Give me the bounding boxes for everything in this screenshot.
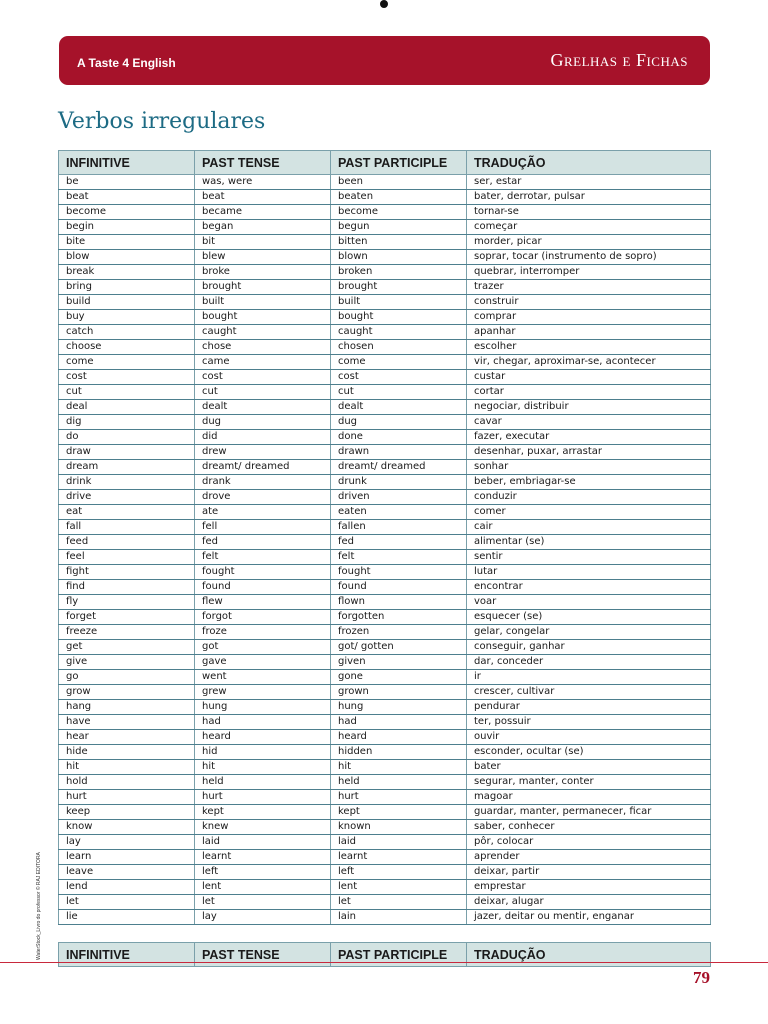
cell-traducao: pôr, colocar — [467, 835, 711, 850]
cell-past-tense: forgot — [195, 610, 331, 625]
cell-traducao: deixar, alugar — [467, 895, 711, 910]
cell-traducao: construir — [467, 295, 711, 310]
cell-past-participle: cut — [331, 385, 467, 400]
cell-past-participle: kept — [331, 805, 467, 820]
cell-past-participle: become — [331, 205, 467, 220]
cell-past-participle: lain — [331, 910, 467, 925]
cell-traducao: começar — [467, 220, 711, 235]
cell-traducao: conduzir — [467, 490, 711, 505]
cell-infinitive: break — [59, 265, 195, 280]
cell-traducao: dar, conceder — [467, 655, 711, 670]
cell-past-participle: grown — [331, 685, 467, 700]
cell-traducao: esconder, ocultar (se) — [467, 745, 711, 760]
cell-past-tense: beat — [195, 190, 331, 205]
table-header-row — [59, 151, 711, 175]
cell-past-tense: did — [195, 430, 331, 445]
cell-infinitive: fight — [59, 565, 195, 580]
cell-past-tense: hit — [195, 760, 331, 775]
binder-hole-dot — [380, 0, 388, 8]
cell-past-tense: flew — [195, 595, 331, 610]
cell-traducao: sonhar — [467, 460, 711, 475]
cell-traducao: beber, embriagar-se — [467, 475, 711, 490]
cell-traducao: desenhar, puxar, arrastar — [467, 445, 711, 460]
cell-past-tense: dreamt/ dreamed — [195, 460, 331, 475]
cell-past-participle: blown — [331, 250, 467, 265]
cell-infinitive: feed — [59, 535, 195, 550]
cell-traducao: gelar, congelar — [467, 625, 711, 640]
page-title: Verbos irregulares — [58, 109, 266, 134]
cell-past-tense: began — [195, 220, 331, 235]
table-row — [59, 220, 711, 235]
cell-past-tense: fed — [195, 535, 331, 550]
cell-past-participle: caught — [331, 325, 467, 340]
cell-infinitive: be — [59, 175, 195, 190]
cell-past-tense: grew — [195, 685, 331, 700]
cell-past-participle: forgotten — [331, 610, 467, 625]
table-row — [59, 790, 711, 805]
table-row — [59, 910, 711, 925]
table-row — [59, 415, 711, 430]
cell-infinitive: hit — [59, 760, 195, 775]
cell-past-participle: been — [331, 175, 467, 190]
cell-past-tense: hung — [195, 700, 331, 715]
cell-traducao: comer — [467, 505, 711, 520]
cell-traducao: crescer, cultivar — [467, 685, 711, 700]
column-header-past-tense: PAST TENSE — [195, 151, 331, 175]
cell-past-tense: hid — [195, 745, 331, 760]
column-header-infinitive: INFINITIVE — [59, 151, 195, 175]
cell-infinitive: grow — [59, 685, 195, 700]
cell-infinitive: lie — [59, 910, 195, 925]
book-title: A Taste 4 English — [77, 56, 176, 70]
cell-infinitive: lay — [59, 835, 195, 850]
cell-past-participle: hit — [331, 760, 467, 775]
cell-past-tense: blew — [195, 250, 331, 265]
cell-traducao: saber, conhecer — [467, 820, 711, 835]
table-row — [59, 760, 711, 775]
table-row — [59, 535, 711, 550]
cell-traducao: trazer — [467, 280, 711, 295]
cell-past-participle: cost — [331, 370, 467, 385]
cell-past-tense: drank — [195, 475, 331, 490]
column-header-past-participle: PAST PARTICIPLE — [331, 151, 467, 175]
cell-past-tense: built — [195, 295, 331, 310]
cell-past-participle: drunk — [331, 475, 467, 490]
cell-past-tense: felt — [195, 550, 331, 565]
table-row — [59, 865, 711, 880]
cell-infinitive: get — [59, 640, 195, 655]
table-row — [59, 595, 711, 610]
table-row — [59, 475, 711, 490]
cell-past-participle: eaten — [331, 505, 467, 520]
table-row — [59, 625, 711, 640]
table-row — [59, 325, 711, 340]
cell-past-participle: hurt — [331, 790, 467, 805]
cell-traducao: comprar — [467, 310, 711, 325]
cell-past-tense: gave — [195, 655, 331, 670]
cell-past-tense: lent — [195, 880, 331, 895]
cell-traducao: quebrar, interromper — [467, 265, 711, 280]
column-header-past-tense: PAST TENSE — [195, 943, 331, 967]
cell-past-participle: begun — [331, 220, 467, 235]
cell-past-participle: broken — [331, 265, 467, 280]
cell-traducao: conseguir, ganhar — [467, 640, 711, 655]
table-row — [59, 730, 711, 745]
table-row — [59, 565, 711, 580]
cell-infinitive: catch — [59, 325, 195, 340]
cell-infinitive: have — [59, 715, 195, 730]
cell-traducao: esquecer (se) — [467, 610, 711, 625]
cell-past-tense: got — [195, 640, 331, 655]
table-row — [59, 670, 711, 685]
cell-past-participle: left — [331, 865, 467, 880]
cell-past-participle: beaten — [331, 190, 467, 205]
cell-infinitive: give — [59, 655, 195, 670]
cell-past-participle: held — [331, 775, 467, 790]
cell-infinitive: keep — [59, 805, 195, 820]
cell-traducao: encontrar — [467, 580, 711, 595]
cell-past-tense: bought — [195, 310, 331, 325]
cell-past-tense: became — [195, 205, 331, 220]
table-row — [59, 340, 711, 355]
cell-infinitive: know — [59, 820, 195, 835]
cell-infinitive: hang — [59, 700, 195, 715]
cell-traducao: cortar — [467, 385, 711, 400]
cell-past-tense: found — [195, 580, 331, 595]
cell-infinitive: draw — [59, 445, 195, 460]
cell-infinitive: choose — [59, 340, 195, 355]
cell-infinitive: dream — [59, 460, 195, 475]
table-row — [59, 715, 711, 730]
cell-traducao: cavar — [467, 415, 711, 430]
cell-infinitive: drink — [59, 475, 195, 490]
cell-traducao: ter, possuir — [467, 715, 711, 730]
cell-infinitive: hear — [59, 730, 195, 745]
cell-past-tense: lay — [195, 910, 331, 925]
cell-infinitive: feel — [59, 550, 195, 565]
table-row — [59, 370, 711, 385]
table-row — [59, 775, 711, 790]
table-row — [59, 310, 711, 325]
cell-past-tense: knew — [195, 820, 331, 835]
cell-past-participle: frozen — [331, 625, 467, 640]
cell-infinitive: bring — [59, 280, 195, 295]
cell-infinitive: let — [59, 895, 195, 910]
cell-past-participle: dealt — [331, 400, 467, 415]
cell-past-participle: come — [331, 355, 467, 370]
cell-traducao: tornar-se — [467, 205, 711, 220]
cell-infinitive: fall — [59, 520, 195, 535]
cell-infinitive: hold — [59, 775, 195, 790]
cell-past-participle: learnt — [331, 850, 467, 865]
cell-past-participle: bought — [331, 310, 467, 325]
cell-past-participle: hidden — [331, 745, 467, 760]
cell-infinitive: forget — [59, 610, 195, 625]
cell-past-participle: found — [331, 580, 467, 595]
cell-traducao: morder, picar — [467, 235, 711, 250]
cell-past-participle: brought — [331, 280, 467, 295]
cell-infinitive: beat — [59, 190, 195, 205]
cell-past-participle: dug — [331, 415, 467, 430]
cell-traducao: custar — [467, 370, 711, 385]
cell-traducao: deixar, partir — [467, 865, 711, 880]
table-row — [59, 850, 711, 865]
cell-traducao: bater — [467, 760, 711, 775]
cell-past-tense: kept — [195, 805, 331, 820]
table-body — [59, 175, 711, 925]
cell-past-tense: chose — [195, 340, 331, 355]
cell-past-participle: dreamt/ dreamed — [331, 460, 467, 475]
side-credit: WaterStock_Livro do professor © RAJ EDITORA — [36, 852, 42, 960]
cell-infinitive: become — [59, 205, 195, 220]
table-row — [59, 550, 711, 565]
cell-past-tense: drove — [195, 490, 331, 505]
cell-past-participle: hung — [331, 700, 467, 715]
cell-traducao: sentir — [467, 550, 711, 565]
cell-traducao: soprar, tocar (instrumento de sopro) — [467, 250, 711, 265]
cell-past-participle: got/ gotten — [331, 640, 467, 655]
table-row — [59, 640, 711, 655]
table-row — [59, 700, 711, 715]
table-row — [59, 835, 711, 850]
table-row — [59, 880, 711, 895]
header-banner — [59, 36, 710, 85]
cell-infinitive: begin — [59, 220, 195, 235]
cell-infinitive: find — [59, 580, 195, 595]
table-row — [59, 190, 711, 205]
cell-infinitive: deal — [59, 400, 195, 415]
table-row — [59, 295, 711, 310]
cell-traducao: guardar, manter, permanecer, ficar — [467, 805, 711, 820]
cell-infinitive: do — [59, 430, 195, 445]
section-title: Grelhas e Fichas — [550, 50, 688, 70]
cell-infinitive: buy — [59, 310, 195, 325]
cell-traducao: fazer, executar — [467, 430, 711, 445]
cell-past-tense: drew — [195, 445, 331, 460]
cell-traducao: aprender — [467, 850, 711, 865]
cell-past-tense: let — [195, 895, 331, 910]
cell-traducao: voar — [467, 595, 711, 610]
cell-infinitive: build — [59, 295, 195, 310]
cell-past-tense: fell — [195, 520, 331, 535]
cell-past-participle: bitten — [331, 235, 467, 250]
cell-infinitive: learn — [59, 850, 195, 865]
irregular-verbs-table — [58, 150, 711, 925]
table-row — [59, 655, 711, 670]
cell-traducao: ouvir — [467, 730, 711, 745]
cell-traducao: ser, estar — [467, 175, 711, 190]
table-row — [59, 490, 711, 505]
cell-past-tense: froze — [195, 625, 331, 640]
cell-infinitive: hide — [59, 745, 195, 760]
cell-past-tense: caught — [195, 325, 331, 340]
table-row — [59, 235, 711, 250]
cell-traducao: escolher — [467, 340, 711, 355]
table-row — [59, 355, 711, 370]
cell-past-tense: learnt — [195, 850, 331, 865]
table-row — [59, 460, 711, 475]
table-row — [59, 505, 711, 520]
cell-past-participle: felt — [331, 550, 467, 565]
column-header-traducao: TRADUÇÃO — [467, 943, 711, 967]
cell-traducao: alimentar (se) — [467, 535, 711, 550]
cell-infinitive: cut — [59, 385, 195, 400]
cell-past-participle: given — [331, 655, 467, 670]
cell-past-tense: came — [195, 355, 331, 370]
cell-infinitive: hurt — [59, 790, 195, 805]
cell-traducao: ir — [467, 670, 711, 685]
side-credit-container — [36, 852, 42, 1024]
cell-traducao: emprestar — [467, 880, 711, 895]
cell-past-tense: left — [195, 865, 331, 880]
cell-infinitive: dig — [59, 415, 195, 430]
cell-past-participle: gone — [331, 670, 467, 685]
table-row — [59, 745, 711, 760]
cell-traducao: negociar, distribuir — [467, 400, 711, 415]
table-row — [59, 610, 711, 625]
cell-traducao: jazer, deitar ou mentir, enganar — [467, 910, 711, 925]
cell-past-tense: dealt — [195, 400, 331, 415]
cell-past-participle: driven — [331, 490, 467, 505]
cell-past-participle: fought — [331, 565, 467, 580]
cell-infinitive: go — [59, 670, 195, 685]
cell-traducao: lutar — [467, 565, 711, 580]
cell-traducao: segurar, manter, conter — [467, 775, 711, 790]
table-row — [59, 175, 711, 190]
cell-infinitive: eat — [59, 505, 195, 520]
page-number: 79 — [693, 968, 710, 987]
cell-past-participle: done — [331, 430, 467, 445]
cell-past-tense: fought — [195, 565, 331, 580]
cell-past-tense: heard — [195, 730, 331, 745]
cell-past-participle: let — [331, 895, 467, 910]
table-row — [59, 280, 711, 295]
cell-past-participle: heard — [331, 730, 467, 745]
cell-infinitive: come — [59, 355, 195, 370]
cell-past-tense: held — [195, 775, 331, 790]
cell-infinitive: cost — [59, 370, 195, 385]
table-row — [59, 265, 711, 280]
table-row — [59, 385, 711, 400]
cell-past-participle: lent — [331, 880, 467, 895]
table-row — [59, 805, 711, 820]
table-row — [59, 580, 711, 595]
cell-traducao: magoar — [467, 790, 711, 805]
cell-infinitive: bite — [59, 235, 195, 250]
cell-past-participle: built — [331, 295, 467, 310]
continuation-table-header — [58, 942, 711, 967]
cell-past-participle: known — [331, 820, 467, 835]
cell-past-tense: had — [195, 715, 331, 730]
cell-past-participle: flown — [331, 595, 467, 610]
cell-infinitive: drive — [59, 490, 195, 505]
table-row — [59, 205, 711, 220]
cell-past-participle: fed — [331, 535, 467, 550]
table-row — [59, 685, 711, 700]
cell-past-tense: broke — [195, 265, 331, 280]
table-row — [59, 895, 711, 910]
table-row — [59, 820, 711, 835]
cell-infinitive: freeze — [59, 625, 195, 640]
cell-past-tense: went — [195, 670, 331, 685]
cell-traducao: bater, derrotar, pulsar — [467, 190, 711, 205]
cell-infinitive: blow — [59, 250, 195, 265]
cell-traducao: apanhar — [467, 325, 711, 340]
cell-past-tense: was, were — [195, 175, 331, 190]
cell-past-participle: fallen — [331, 520, 467, 535]
cell-past-tense: laid — [195, 835, 331, 850]
table-row — [59, 250, 711, 265]
footer-divider — [0, 962, 768, 963]
cell-traducao: vir, chegar, aproximar-se, acontecer — [467, 355, 711, 370]
cell-past-participle: laid — [331, 835, 467, 850]
cell-infinitive: leave — [59, 865, 195, 880]
cell-past-tense: bit — [195, 235, 331, 250]
cell-past-tense: cost — [195, 370, 331, 385]
table-row — [59, 520, 711, 535]
cell-infinitive: fly — [59, 595, 195, 610]
table-row — [59, 445, 711, 460]
cell-past-tense: cut — [195, 385, 331, 400]
cell-traducao: cair — [467, 520, 711, 535]
column-header-traducao: TRADUÇÃO — [467, 151, 711, 175]
cell-infinitive: lend — [59, 880, 195, 895]
cell-past-tense: hurt — [195, 790, 331, 805]
column-header-infinitive: INFINITIVE — [59, 943, 195, 967]
cell-past-participle: drawn — [331, 445, 467, 460]
table-row — [59, 430, 711, 445]
cell-traducao: pendurar — [467, 700, 711, 715]
cell-past-tense: dug — [195, 415, 331, 430]
column-header-past-participle: PAST PARTICIPLE — [331, 943, 467, 967]
cell-past-participle: chosen — [331, 340, 467, 355]
cell-past-tense: ate — [195, 505, 331, 520]
cell-past-participle: had — [331, 715, 467, 730]
cell-past-tense: brought — [195, 280, 331, 295]
table-row — [59, 400, 711, 415]
